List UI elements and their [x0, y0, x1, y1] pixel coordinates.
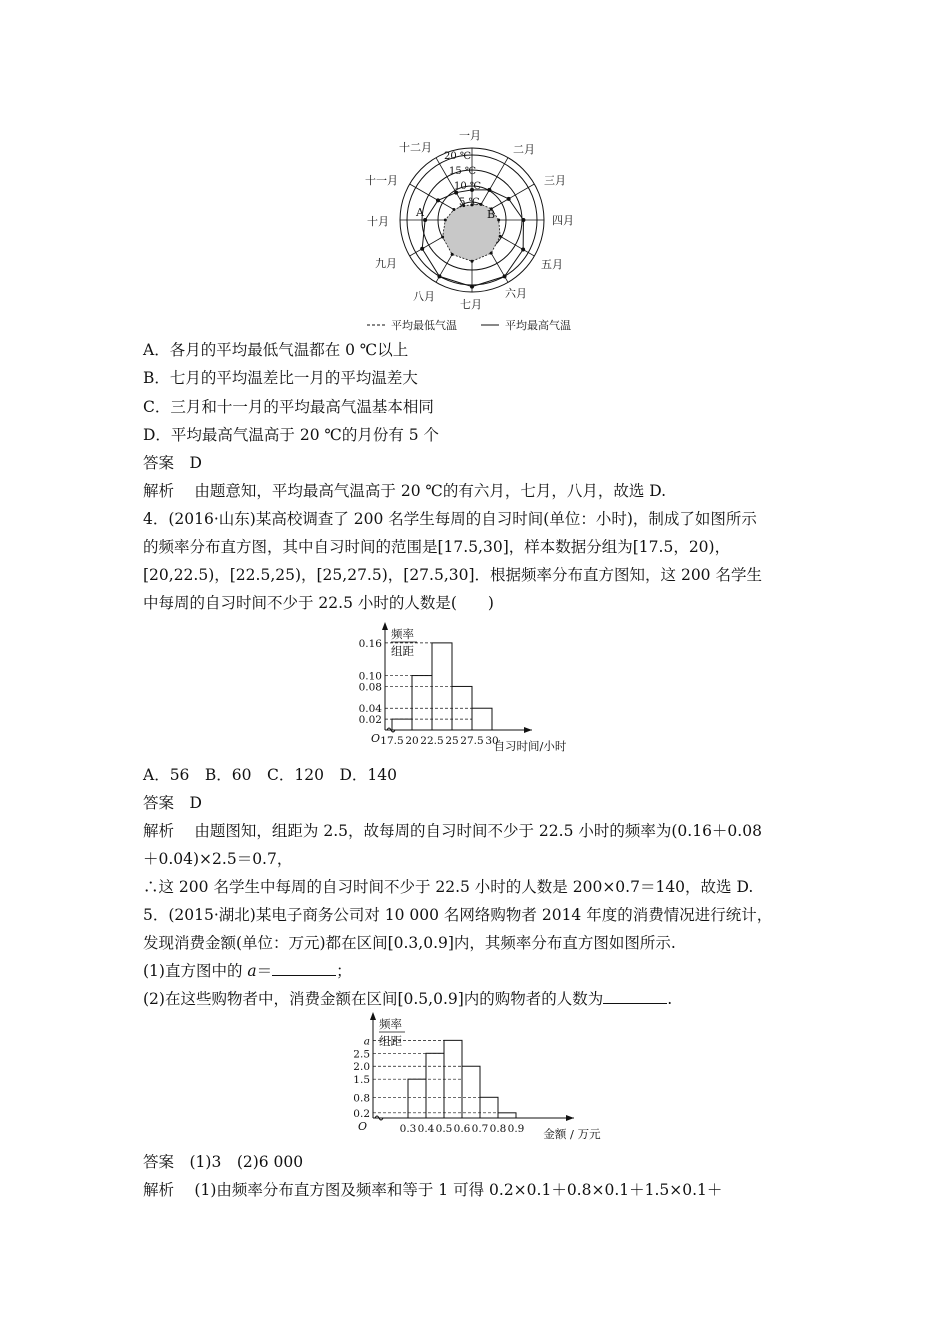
y-tick-label: 2.5 — [353, 1048, 370, 1061]
y-label-top: 频率 — [391, 627, 414, 641]
radar-month-12: 十二月 — [399, 141, 432, 154]
y-label-top: 频率 — [379, 1017, 402, 1031]
radar-month-4: 四月 — [552, 214, 574, 227]
analysis-4-line-3: ∴这 200 名学生中每周的自习时间不少于 22.5 小时的人数是 200×0.7＝140，故选 D. — [143, 878, 754, 896]
radar-high-point-4 — [521, 218, 525, 222]
options-4: A．56 B．60 C．120 D．140 — [143, 766, 397, 784]
y-label-bottom: 组距 — [391, 644, 414, 658]
bar — [392, 719, 412, 730]
x-tick-label: 0.5 — [435, 1123, 453, 1135]
radar-month-9: 九月 — [375, 257, 397, 270]
radar-high-point-8 — [437, 274, 441, 278]
radar-month-8: 八月 — [413, 290, 435, 303]
radar-month-3: 三月 — [544, 174, 566, 187]
option-b: B．七月的平均温差比一月的平均温差大 — [143, 369, 418, 387]
option-c: C．三月和十一月的平均最高气温基本相同 — [143, 398, 434, 416]
bar — [498, 1113, 516, 1118]
x-tick-label: 0.4 — [417, 1123, 435, 1135]
radar-ring-label-15: 15 ℃ — [449, 166, 477, 177]
answer-4: 答案 D — [143, 794, 202, 812]
x-tick-label: 0.9 — [507, 1123, 525, 1135]
analysis-4-line-2: ＋0.04)×2.5＝0.7， — [143, 850, 293, 868]
answer-5: 答案 (1)3 (2)6 000 — [143, 1153, 304, 1171]
bar — [472, 708, 492, 730]
y-tick-label: 0.2 — [353, 1107, 370, 1120]
q2-prefix: (2)在这些购物者中，消费金额在区间[0.5,0.9]内的购物者的人数为 — [143, 990, 604, 1008]
radar-month-2: 二月 — [513, 143, 535, 156]
bar — [480, 1097, 498, 1118]
bar — [408, 1079, 426, 1118]
x-tick-label: 27.5 — [460, 735, 484, 747]
question-4-line-3: [20,22.5)，[22.5,25)，[25,27.5)，[27.5,30]．根据频率分布直方图知，这 200 名学生 — [143, 566, 762, 584]
y-tick-label: 0.04 — [358, 703, 382, 716]
x-axis-arrow — [566, 1115, 574, 1121]
y-tick-label: 0.8 — [353, 1092, 370, 1105]
radar-month-1: 一月 — [459, 129, 481, 142]
question-4-line-2: 的频率分布直方图，其中自习时间的范围是[17.5,30]，样本数据分组为[17.5，20)， — [143, 538, 731, 556]
question-4-line-1: 4．(2016·山东)某高校调查了 200 名学生每周的自习时间(单位：小时)，制成了如图所示 — [143, 510, 757, 528]
y-tick-label: 0.08 — [358, 681, 382, 694]
radar-low-point-10 — [444, 219, 447, 222]
bar — [426, 1053, 444, 1118]
study-time-histogram — [355, 620, 605, 760]
x-tick-label: 22.5 — [420, 735, 444, 747]
radar-low-point-2 — [480, 203, 483, 206]
radar-low-point-5 — [499, 235, 502, 238]
radar-month-10: 十月 — [367, 215, 389, 228]
question-5-line-1: 5．(2015·湖北)某电子商务公司对 10 000 名网络购物者 2014 年度的消费情况进行统计， — [143, 906, 773, 924]
q1-end: ； — [336, 962, 352, 980]
radar-month-6: 六月 — [505, 287, 527, 300]
y-tick-label: 0.02 — [358, 714, 382, 727]
q1-blank[interactable] — [272, 961, 336, 976]
y-tick-label: 1.5 — [353, 1074, 370, 1087]
x-tick-label: 20 — [405, 735, 419, 747]
x-tick-label: 25 — [445, 735, 459, 747]
radar-low-point-6 — [490, 252, 493, 255]
radar-point-A: A — [416, 206, 424, 219]
radar-ring-label-20: 20 ℃ — [444, 151, 472, 162]
q1-suffix: ＝ — [256, 962, 273, 980]
option-a: A．各月的平均最低气温都在 0 ℃以上 — [143, 341, 409, 359]
radar-high-point-2 — [487, 188, 491, 192]
origin-label: O — [371, 732, 381, 745]
x-axis-arrow — [524, 727, 532, 733]
radar-point-B: B — [487, 208, 496, 221]
x-tick-label: 0.7 — [471, 1123, 489, 1135]
x-tick-label: 0.8 — [489, 1123, 507, 1135]
q1-prefix: (1)直方图中的 — [143, 962, 248, 980]
answer-3: 答案 D — [143, 454, 202, 472]
radar-low-point-7 — [471, 260, 474, 263]
radar-high-point-7 — [470, 285, 474, 289]
x-axis-label: 金额 / 万元 — [543, 1127, 601, 1141]
analysis-4-line-1: 解析 由题图知，组距为 2.5，故每周的自习时间不少于 22.5 小时的频率为(0.16＋0.08 — [143, 822, 762, 840]
radar-month-5: 五月 — [541, 258, 563, 271]
radar-month-11: 十一月 — [365, 174, 398, 187]
radar-month-7: 七月 — [460, 298, 482, 311]
x-tick-label: 17.5 — [380, 735, 404, 747]
y-tick-label: 2.0 — [353, 1061, 370, 1074]
y-axis-arrow — [382, 622, 388, 630]
x-tick-label: 0.3 — [399, 1123, 417, 1135]
radar-low-point-9 — [441, 235, 444, 238]
y-label-bottom: 组距 — [379, 1034, 402, 1048]
y-tick-label: a — [363, 1035, 370, 1048]
radar-high-point-6 — [503, 274, 507, 278]
radar-low-point-11 — [452, 208, 455, 211]
analysis-3: 解析 由题意知，平均最高气温高于 20 ℃的有六月，七月，八月，故选 D. — [143, 482, 667, 500]
x-axis-label: 自习时间/小时 — [493, 739, 567, 753]
question-5-part-2 — [143, 989, 672, 1009]
radar-high-point-11 — [436, 198, 440, 202]
radar-high-point-5 — [521, 248, 525, 252]
bar — [462, 1066, 480, 1118]
radar-ring-label-10: 10 ℃ — [454, 181, 482, 192]
radar-low-point-8 — [451, 253, 454, 256]
q2-blank[interactable] — [603, 989, 667, 1004]
analysis-5: 解析 (1)由频率分布直方图及频率和等于 1 可得 0.2×0.1＋0.8×0.1＋1.5×0.1＋ — [143, 1181, 723, 1199]
bar — [412, 676, 432, 730]
q1-var: a — [247, 962, 257, 980]
y-tick-label: 0.10 — [358, 670, 382, 683]
x-tick-label: 0.6 — [453, 1123, 471, 1135]
option-d: D．平均最高气温高于 20 ℃的月份有 5 个 — [143, 426, 440, 444]
y-tick-label: 0.16 — [358, 637, 382, 650]
origin-label: O — [358, 1120, 368, 1133]
radar-high-point-9 — [420, 247, 424, 251]
radar-high-point-3 — [507, 197, 511, 201]
radar-ring-label-5: 5 ℃ — [459, 197, 480, 208]
question-5-part-1 — [143, 961, 352, 981]
radar-low-point-4 — [497, 219, 500, 222]
legend-low-label: 平均最低气温 — [391, 319, 457, 332]
legend-high-label: 平均最高气温 — [505, 319, 571, 332]
spending-histogram — [340, 1010, 610, 1148]
question-4-line-4: 中每周的自习时间不少于 22.5 小时的人数是( ) — [143, 594, 494, 612]
x-tick-label: 30 — [485, 735, 499, 747]
question-5-line-2: 发现消费金额(单位：万元)都在区间[0.3,0.9]内，其频率分布直方图如图所示. — [143, 934, 676, 952]
q2-end: . — [667, 990, 673, 1008]
temperature-radar-chart — [355, 125, 595, 335]
y-axis-arrow — [370, 1012, 376, 1020]
